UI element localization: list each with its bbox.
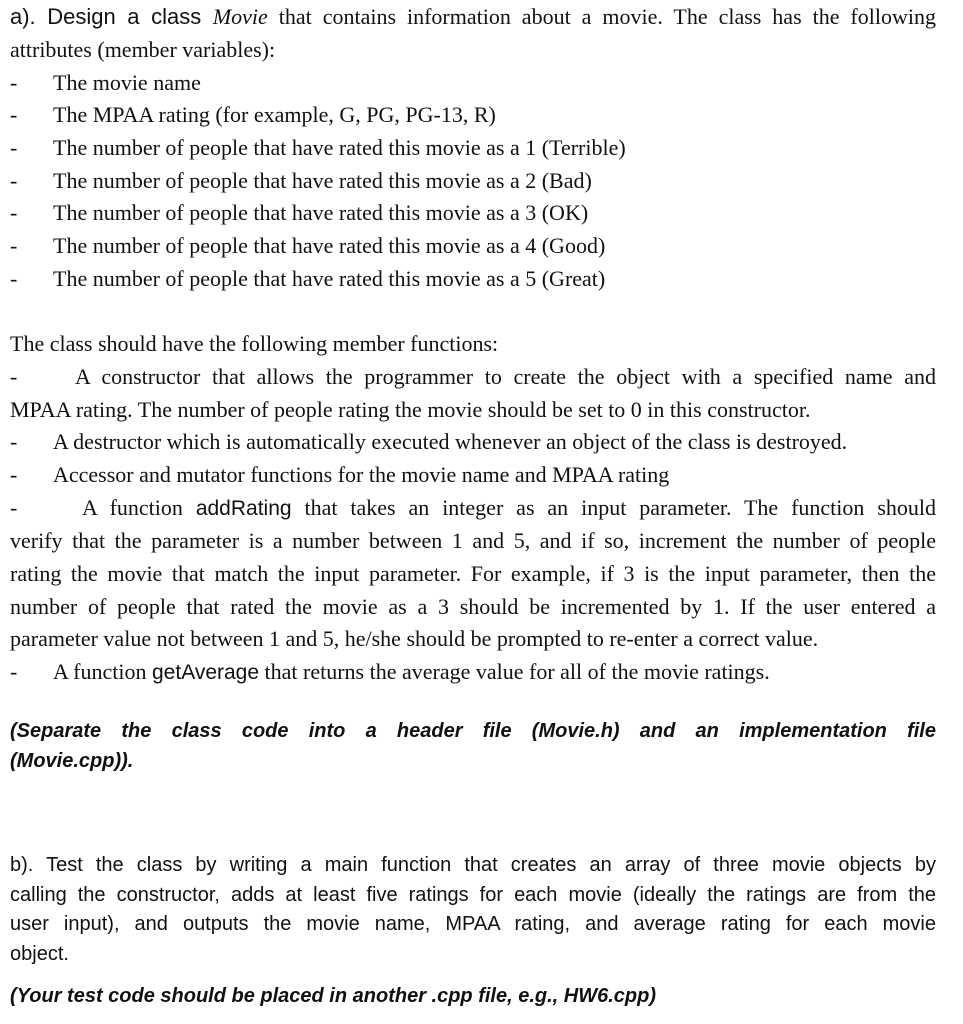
constructor-line-1: [75, 364, 936, 390]
bullet: -: [10, 429, 18, 454]
bullet: -: [10, 102, 18, 127]
getaverage-post: that returns the average value for all of the movie ratings.: [259, 659, 770, 684]
attribute-item: The number of people that have rated this movie as a 4 (Good): [53, 233, 606, 258]
bullet: -: [10, 70, 18, 95]
constructor-text-1: A constructor that allows the programmer to create the object with a specified name and: [75, 364, 936, 389]
part-b-line-2: [10, 884, 936, 907]
bullet: -: [10, 364, 18, 389]
separate-note-line-2: (Movie.cpp)).: [10, 750, 134, 772]
addrating-line-4: [10, 594, 936, 620]
bullet: -: [10, 659, 18, 684]
bullet: -: [10, 168, 18, 193]
attribute-item: The movie name: [53, 70, 201, 95]
part-b-line-1: [10, 854, 936, 877]
attribute-item: The number of people that have rated this movie as a 5 (Great): [53, 266, 606, 291]
addrating-text-4: number of people that rated the movie as a 3 should be incremented by 1. If the user entered a: [10, 594, 936, 619]
functions-intro: The class should have the following member functions:: [10, 331, 499, 356]
destructor-line: A destructor which is automatically executed whenever an object of the class is destroyed.: [53, 429, 848, 454]
separate-note-line-1: [10, 720, 936, 743]
bullet: -: [10, 200, 18, 225]
accessors-line: Accessor and mutator functions for the movie name and MPAA rating: [53, 462, 670, 487]
part-b-text-2: calling the constructor, adds at least five ratings for each movie (ideally the ratings are from the: [10, 884, 936, 906]
addrating-line-1: [82, 495, 936, 521]
getaverage-pre: A function: [53, 659, 152, 684]
attribute-item: The number of people that have rated this movie as a 2 (Bad): [53, 168, 592, 193]
part-b-note: (Your test code should be placed in another .cpp file, e.g., HW6.cpp): [10, 985, 656, 1007]
class-name-movie: Movie: [212, 4, 268, 29]
addrating-text-2: verify that the parameter is a number between 1 and 5, and if so, increment the number of people: [10, 528, 936, 553]
addrating-post: that takes an integer as an input parameter. The function should: [291, 495, 936, 520]
bullet: -: [10, 233, 18, 258]
attribute-item: The number of people that have rated this movie as a 1 (Terrible): [53, 135, 626, 160]
addrating-pre: A function: [82, 495, 196, 520]
part-a-line-2: attributes (member variables):: [10, 37, 276, 62]
part-b-line-3: [10, 913, 936, 936]
attribute-item: The number of people that have rated this movie as a 3 (OK): [53, 200, 589, 225]
bullet: -: [10, 266, 18, 291]
addrating-text-3: rating the movie that match the input parameter. For example, if 3 is the input parameter, then the: [10, 561, 936, 586]
bullet: -: [10, 462, 18, 487]
addrating-line-2: [10, 528, 936, 554]
addrating-line-5: parameter value not between 1 and 5, he/she should be prompted to re-enter a correct value.: [10, 626, 819, 651]
part-b-text-3: user input), and outputs the movie name, MPAA rating, and average rating for each movie: [10, 913, 936, 935]
getaverage-line: [53, 659, 770, 685]
addrating-line-3: [10, 561, 936, 587]
function-name-addrating: addRating: [195, 497, 292, 520]
function-name-getaverage: getAverage: [152, 661, 260, 684]
part-a-line-1-post: that contains information about a movie. The class has the following: [267, 4, 936, 29]
part-b-text-1: b). Test the class by writing a main function that creates an array of three movie objects by: [10, 854, 936, 876]
attribute-item: The MPAA rating (for example, G, PG, PG-13, R): [53, 102, 496, 127]
separate-note-text-1: (Separate the class code into a header file (Movie.h) and an implementation file: [10, 720, 936, 742]
part-b-line-4: object.: [10, 943, 69, 965]
part-a-line-1: [10, 4, 936, 30]
constructor-line-2: MPAA rating. The number of people rating the movie should be set to 0 in this constructor.: [10, 397, 811, 422]
bullet: -: [10, 495, 18, 520]
part-a-line-1-pre: a). Design a class: [10, 4, 213, 29]
bullet: -: [10, 135, 18, 160]
